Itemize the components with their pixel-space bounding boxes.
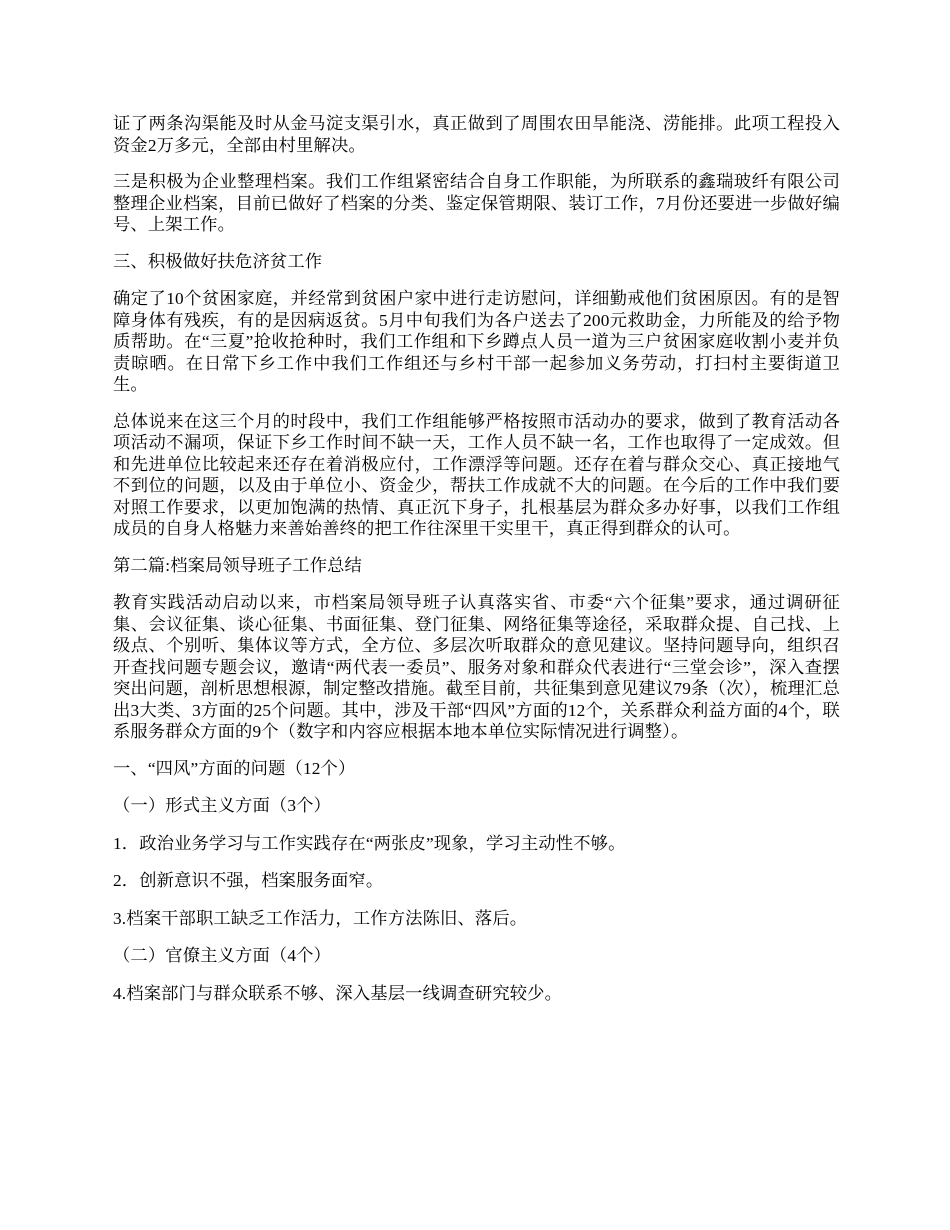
subsection-heading-bureaucratism: （二）官僚主义方面（4个） (113, 946, 331, 965)
section-heading-poverty-relief: 三、积极做好扶危济贫工作 (113, 251, 323, 271)
subsection-heading-formalism: （一）形式主义方面（3个） (113, 796, 331, 815)
chapter-title-second: 第二篇:档案局领导班子工作总结 (113, 555, 362, 575)
list-item-1: 1．政治业务学习与工作实践存在“两张皮”现象，学习主动性不够。 (113, 833, 626, 853)
section-heading-four-winds: 一、“四风”方面的问题（12个） (113, 758, 356, 778)
paragraph-summary: 总体说来在这三个月的时段中，我们工作组能够严格按照市活动办的要求，做到了教育活动各项活动不漏项，保证下乡工作时间不缺一天，工作人员不缺一名，工作也取得了一定成效。但和先进单位比较起来还存在着消极应付，工作漂浮等问题。还存在着与群众交心、真正接地气不到位的问题，以及由于单位小、资金少，帮扶工作成就不大的问题。在今后的工作中我们要对照工作要求，以更加饱满的热情、真正沉下身子，扎根基层为群众多办好事，以我们工作组成员的自身人格魅力来善始善终的把工作往深里干实里干，真正得到群众的认可。 (113, 411, 840, 538)
paragraph-enterprise-archives: 三是积极为企业整理档案。我们工作组紧密结合自身工作职能，为所联系的鑫瑞玻纤有限公司整理企业档案，目前已做好了档案的分类、鉴定保管期限、装订工作，7月份还要进一步做好编号、上架工作。 (113, 172, 840, 234)
list-item-4: 4.档案部门与群众联系不够、深入基层一线调查研究较少。 (113, 983, 563, 1003)
document-page (113, 113, 840, 1020)
paragraph-education-practice: 教育实践活动启动以来，市档案局领导班子认真落实省、市委“六个征集”要求，通过调研征集、会议征集、谈心征集、书面征集、登门征集、网络征集等途径，采取群众提、自己找、上级点、个别听、集体议等方式，全方位、多层次听取群众的意见建议。坚持问题导向，组织召开查找问题专题会议，邀请“两代表一委员”、服务对象和群众代表进行“三堂会诊”，深入查摆突出问题，剖析思想根源，制定整改措施。截至目前，共征集到意见建议79条（次），梳理汇总出3大类、3方面的25个问题。其中，涉及干部“四风”方面的12个，关系群众利益方面的4个，联系服务群众方面的9个（数字和内容应根据本地本单位实际情况进行调整）。 (113, 593, 840, 741)
paragraph-poor-families: 确定了10个贫困家庭，并经常到贫困户家中进行走访慰问，详细勤戒他们贫困原因。有的是智障身体有残疾，有的是因病返贫。5月中旬我们为各户送去了200元救助金，力所能及的给予物质帮助。在“三夏”抢收抢种时，我们工作组和下乡蹲点人员一道为三户贫困家庭收割小麦并负责晾晒。在日常下乡工作中我们工作组还与乡村干部一起参加义务劳动，打扫村主要街道卫生。 (113, 289, 840, 394)
list-item-2: 2．创新意识不强，档案服务面窄。 (113, 871, 384, 890)
list-item-3: 3.档案干部职工缺乏工作活力，工作方法陈旧、落后。 (113, 908, 528, 928)
paragraph-irrigation: 证了两条沟渠能及时从金马淀支渠引水，真正做到了周围农田旱能浇、涝能排。此项工程投入资金2万多元，全部由村里解决。 (113, 114, 840, 155)
